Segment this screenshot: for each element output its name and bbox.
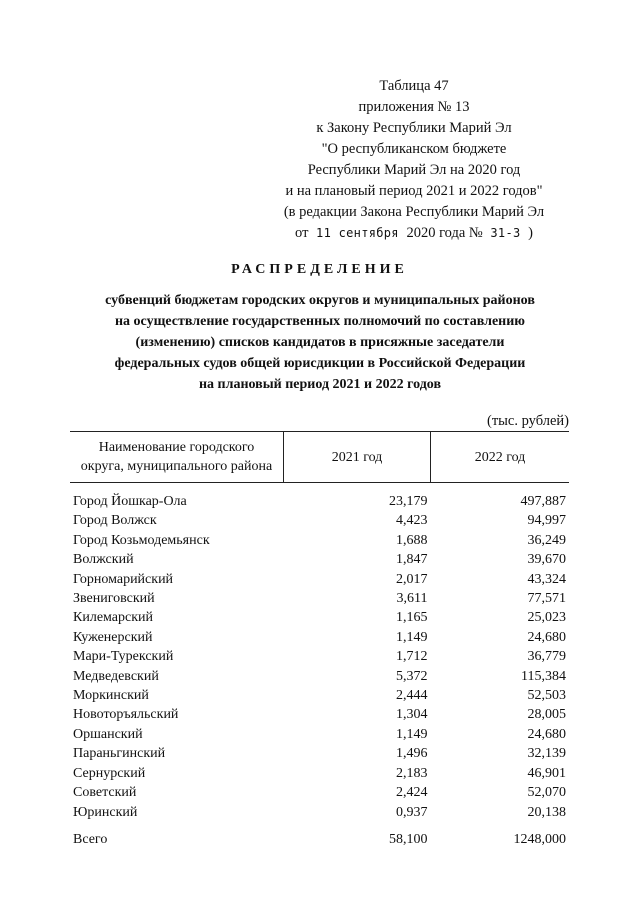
header-suffix: ): [528, 225, 533, 241]
header-line: приложения № 13: [358, 99, 470, 115]
cell-2022: 36,249: [527, 532, 566, 548]
column-header-2021: 2021 год: [284, 432, 431, 483]
cell-2022: 24,680: [527, 726, 566, 742]
header-line: и на плановый период 2021 и 2022 годов": [285, 183, 543, 199]
cell-2022: 52,503: [527, 688, 566, 704]
table-row: [70, 511, 569, 530]
cell-2022: 497,887: [520, 494, 566, 509]
cell-2022: 20,138: [527, 804, 566, 820]
column-header-name: Наименование городского округа, муниципального района: [70, 432, 284, 483]
cell-2022: 24,680: [527, 629, 566, 645]
cell-2022: 32,139: [527, 746, 566, 762]
header-line: (в редакции Закона Республики Марий Эл: [283, 204, 545, 220]
cell-2021: 1,688: [396, 532, 428, 548]
header-amendment-line: [259, 223, 569, 244]
cell-2021: 2,424: [396, 785, 428, 801]
subtitle-line: федеральных судов общей юрисдикции в Российской Федерации: [114, 356, 526, 371]
column-header-2022: 2022 год: [431, 432, 570, 483]
cell-name: Юринский: [73, 804, 138, 820]
cell-2021: 1,149: [396, 726, 428, 742]
cell-name: Город Волжск: [73, 513, 157, 529]
cell-name: Звениговский: [73, 591, 155, 607]
table-row: [70, 744, 569, 763]
cell-2022: 46,901: [527, 765, 566, 781]
table-row: [70, 531, 569, 550]
cell-2021: 0,937: [396, 804, 428, 820]
table-row: [70, 570, 569, 589]
cell-2021: 2,444: [396, 688, 428, 704]
cell-2021: 3,611: [396, 591, 428, 607]
cell-name: Волжский: [73, 552, 134, 568]
table-row: [70, 550, 569, 569]
table-row: [70, 803, 569, 822]
header-line: Таблица 47: [379, 78, 449, 94]
header-prefix: от: [295, 225, 309, 241]
header-line: "О республиканском бюджете: [321, 141, 507, 157]
cell-2022: 28,005: [527, 707, 566, 723]
cell-name: Советский: [73, 785, 137, 801]
cell-2021: 1,847: [396, 552, 428, 568]
cell-2021: 1,496: [396, 746, 428, 762]
cell-2021: 1,304: [396, 707, 428, 723]
handwritten-number: 31-З: [490, 226, 521, 240]
cell-name: Моркинский: [73, 688, 149, 704]
cell-name: Оршанский: [73, 726, 143, 742]
cell-2022: 115,384: [521, 668, 566, 684]
table-row: [70, 764, 569, 783]
cell-2021: 58,100: [389, 831, 428, 847]
cell-name: Новоторъяльский: [73, 707, 179, 723]
cell-2021: 2,183: [396, 765, 428, 781]
cell-2022: 25,023: [527, 610, 566, 626]
cell-2021: 23,179: [389, 494, 428, 509]
cell-2021: 5,372: [396, 668, 428, 684]
table-spacer: [70, 483, 569, 493]
table-body: [70, 483, 569, 850]
cell-2022: 43,324: [527, 571, 566, 587]
cell-2021: 4,423: [396, 513, 428, 529]
table-row: [70, 783, 569, 802]
subtitle-line: (изменению) списков кандидатов в присяжные заседатели: [135, 335, 505, 350]
handwritten-date: 11 сентября: [316, 226, 399, 240]
table-row: [70, 628, 569, 647]
subtitle-line: на плановый период 2021 и 2022 годов: [198, 377, 442, 392]
document-title: РАСПРЕДЕЛЕНИЕ: [231, 262, 408, 277]
cell-2022: 52,070: [527, 785, 566, 801]
cell-name: Куженерский: [73, 629, 153, 645]
table-row: [70, 589, 569, 608]
cell-name: Город Йошкар-Ола: [73, 494, 187, 509]
table-row: [70, 647, 569, 666]
table-row: [70, 667, 569, 686]
cell-2022: 36,779: [527, 649, 566, 665]
table-row: [70, 608, 569, 627]
cell-name: Мари-Турекский: [73, 649, 174, 665]
cell-2022: 39,670: [527, 552, 566, 568]
cell-2022: 77,571: [527, 591, 566, 607]
cell-name: Параньгинский: [73, 746, 166, 762]
cell-2022: 94,997: [527, 513, 566, 529]
cell-name: Килемарский: [73, 610, 154, 626]
cell-name: Горномарийский: [73, 571, 174, 587]
cell-2021: 2,017: [396, 571, 428, 587]
table-row: [70, 492, 569, 511]
table-row: [70, 705, 569, 724]
units-label: (тыс. рублей): [487, 413, 569, 429]
subtitle-line: субвенций бюджетам городских округов и муниципальных районов: [105, 293, 535, 308]
cell-2021: 1,149: [396, 629, 428, 645]
cell-2021: 1,712: [396, 649, 428, 665]
table-total-row: [70, 822, 569, 849]
cell-name: Медведевский: [73, 668, 159, 684]
cell-name: Сернурский: [73, 765, 146, 781]
header-line: к Закону Республики Марий Эл: [316, 120, 512, 136]
table-row: [70, 725, 569, 744]
header-line: Республики Марий Эл на 2020 год: [307, 162, 521, 178]
cell-2021: 1,165: [396, 610, 428, 626]
document-subtitle: [70, 290, 570, 395]
header-year-text: 2020 года №: [406, 225, 483, 241]
table-row: [70, 686, 569, 705]
document-header: [259, 76, 569, 244]
subtitle-line: на осуществление государственных полномочий по составлению: [114, 314, 525, 329]
cell-name: Город Козьмодемьянск: [73, 532, 210, 548]
cell-2022: 1248,000: [513, 831, 566, 847]
table-header-row: [70, 432, 569, 483]
distribution-table: [70, 431, 569, 849]
cell-name: Всего: [73, 831, 108, 847]
